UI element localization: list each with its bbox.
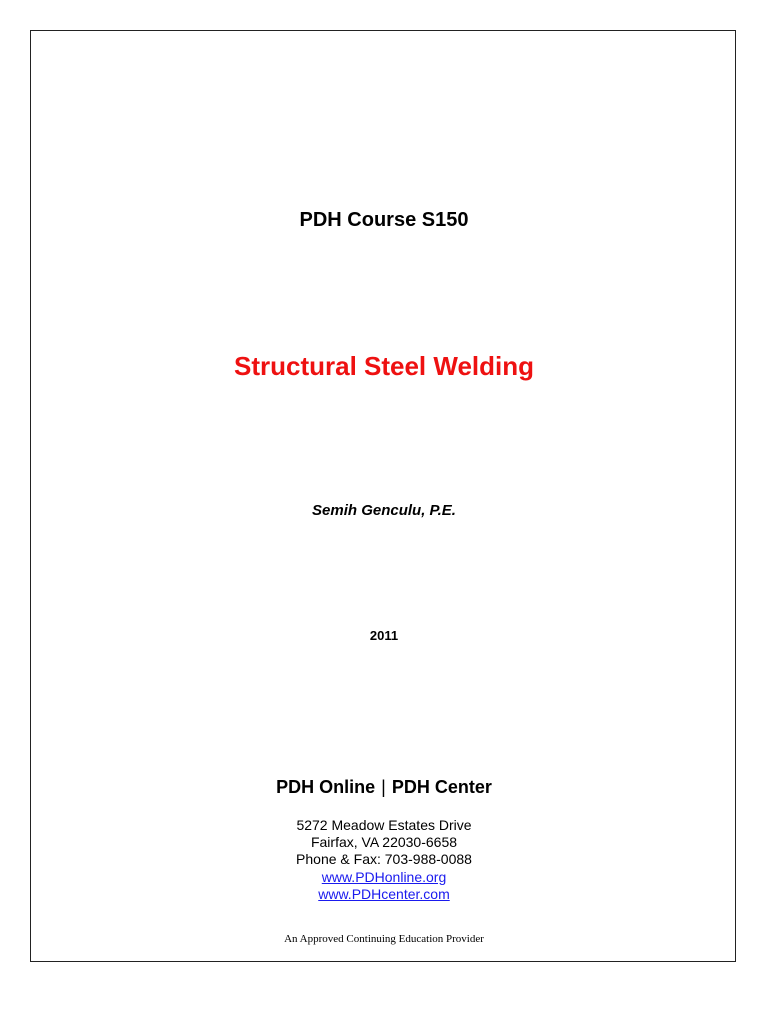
organization-name-left: PDH Online bbox=[276, 777, 376, 797]
phone-fax: Phone & Fax: 703-988-0088 bbox=[296, 851, 472, 867]
address-street: 5272 Meadow Estates Drive bbox=[296, 817, 472, 833]
link-pdhcenter-row bbox=[0, 886, 768, 902]
link-pdhonline-row bbox=[0, 869, 768, 885]
document-title: Structural Steel Welding bbox=[233, 351, 534, 381]
provider-note: An Approved Continuing Education Provider bbox=[284, 933, 484, 945]
organization-separator: | bbox=[381, 777, 386, 797]
address-city: Fairfax, VA 22030-6658 bbox=[310, 834, 458, 850]
link-pdhcenter[interactable]: www.PDHcenter.com bbox=[318, 886, 450, 902]
course-code: PDH Course S150 bbox=[299, 209, 469, 231]
publication-year: 2011 bbox=[369, 628, 399, 643]
organization-name-right: PDH Center bbox=[391, 777, 492, 797]
author-name: Semih Genculu, P.E. bbox=[312, 502, 456, 519]
link-pdhonline[interactable]: www.PDHonline.org bbox=[321, 869, 447, 885]
organization-name bbox=[0, 777, 768, 798]
